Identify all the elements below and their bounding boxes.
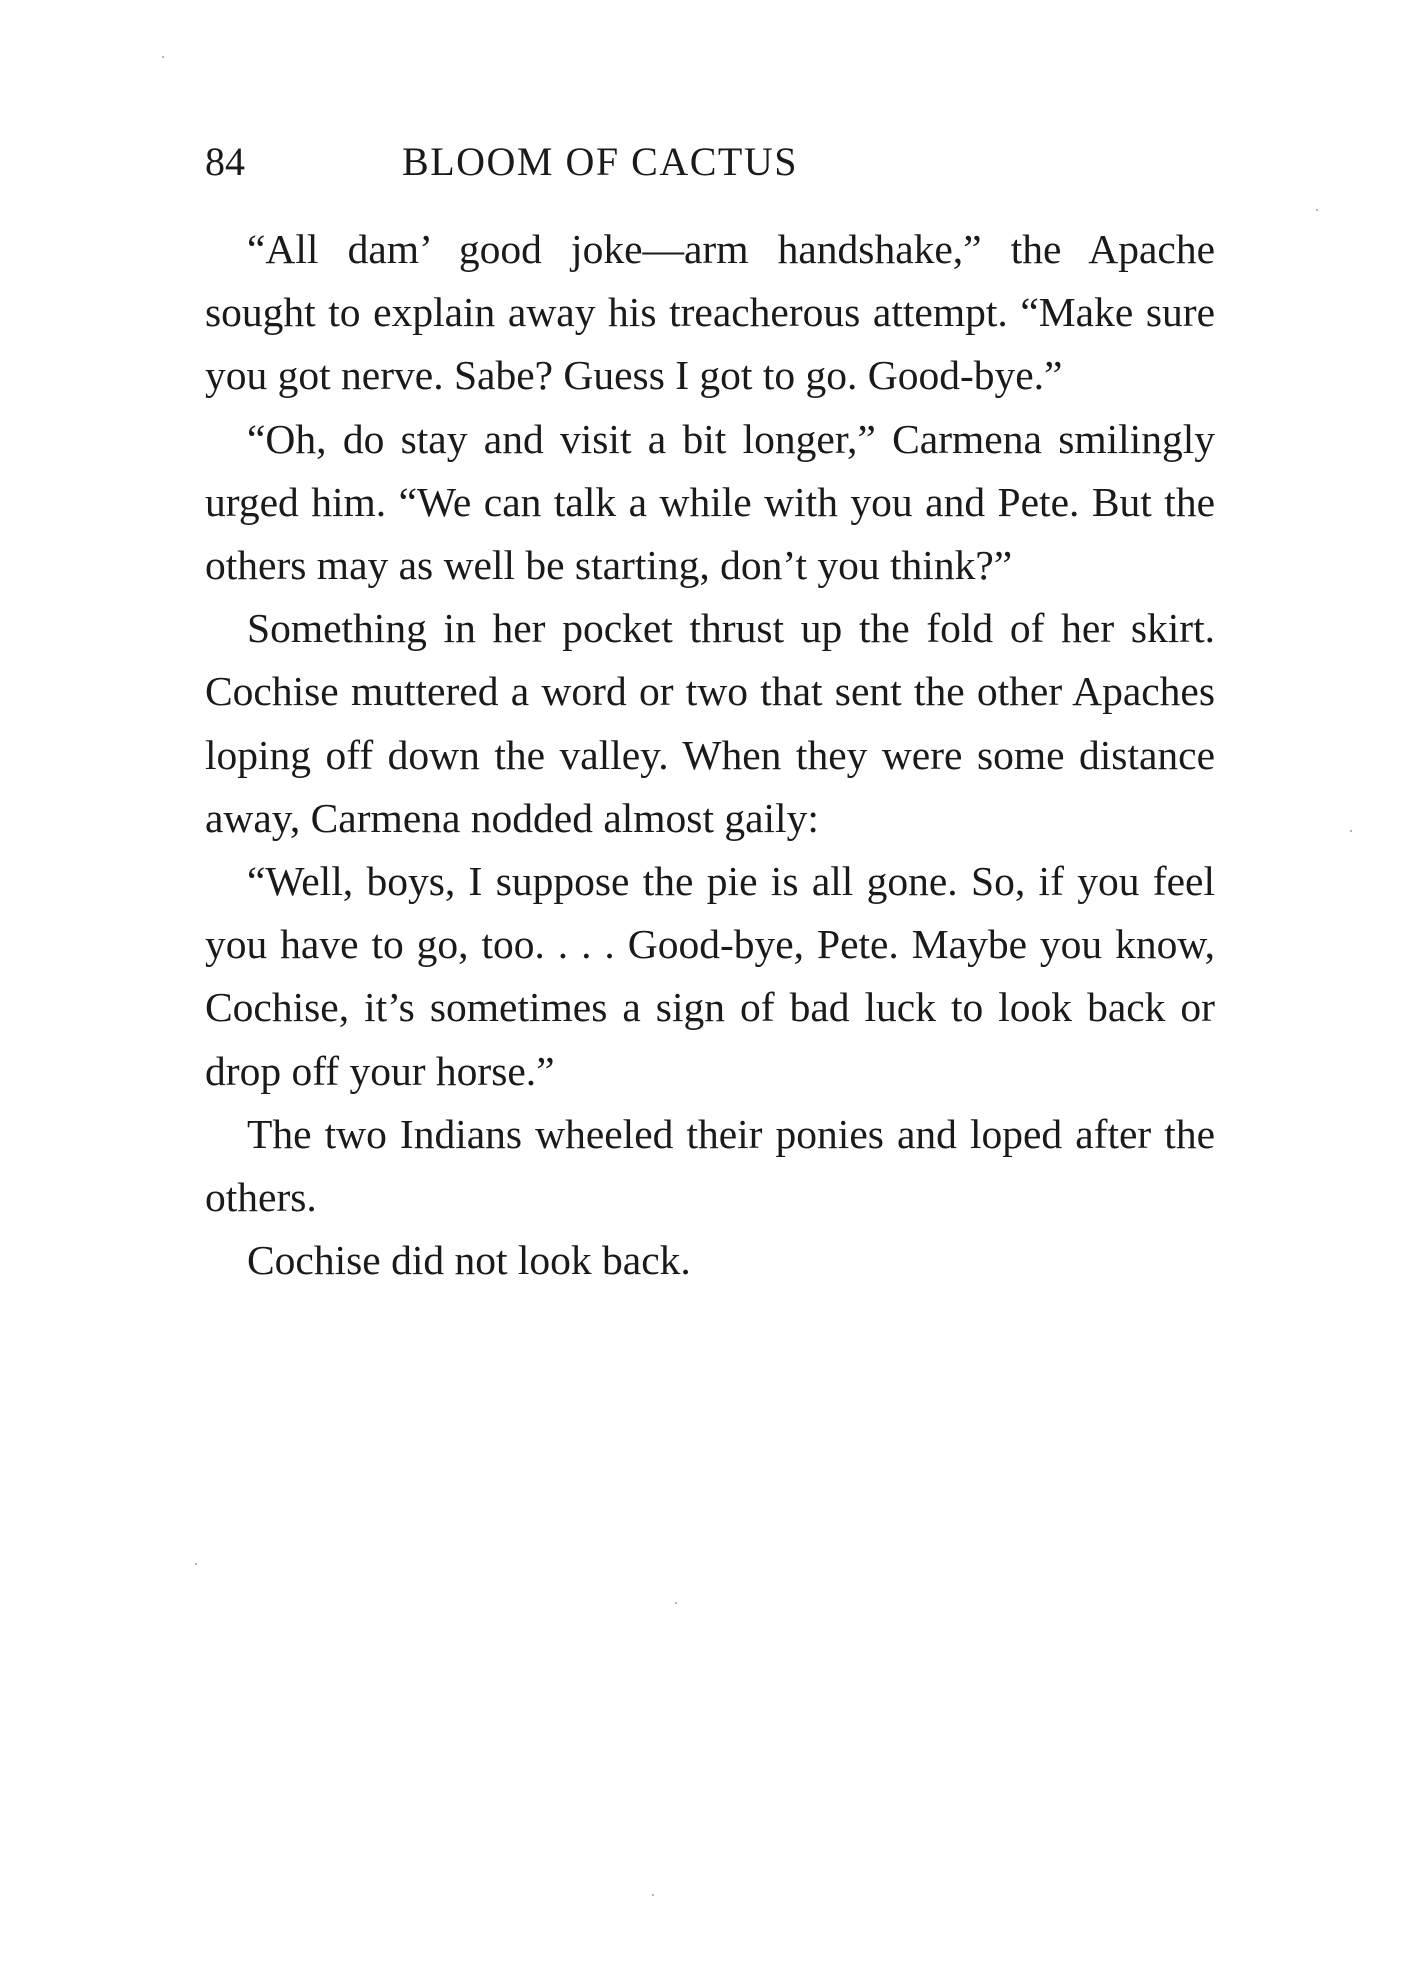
paper-speck (1350, 830, 1352, 832)
running-head (205, 138, 965, 198)
paper-speck (162, 56, 164, 58)
running-title: BLOOM OF CACTUS (402, 139, 798, 184)
paper-speck (675, 1602, 677, 1604)
paragraph-2: “Oh, do stay and visit a bit longer,” Carmena smilingly urged him. “We can talk a while with you and Pete. But the others may as well be starting, don’t you think?” (205, 415, 1215, 589)
paragraph-5: The two Indians wheeled their ponies and loped after the others. (205, 1110, 1215, 1221)
paragraph-1: “All dam’ good joke—arm handshake,” the Apache sought to explain away his treacherous attempt. “Make sure you got nerve. Sabe? Guess I got to go. Good-bye.” (205, 226, 1215, 399)
body-text (205, 218, 1215, 1292)
paper-speck (195, 1563, 197, 1565)
paper-speck (652, 1894, 654, 1896)
page-number: 84 (205, 139, 245, 184)
paper-speck (1316, 209, 1318, 211)
paragraph-3: Something in her pocket thrust up the fold of her skirt. Cochise muttered a word or two that sent the other Apaches loping off down the valley. When they were some distance away, Carmena nodded almost gaily: (205, 605, 1215, 841)
paragraph-6: Cochise did not look back. (247, 1237, 691, 1284)
paragraph-4: “Well, boys, I suppose the pie is all gone. So, if you feel you have to go, too. . . . Good-bye, Pete. Maybe you know, Cochise, it’s sometimes a sign of bad luck to look back or drop off your horse.” (205, 858, 1215, 1094)
